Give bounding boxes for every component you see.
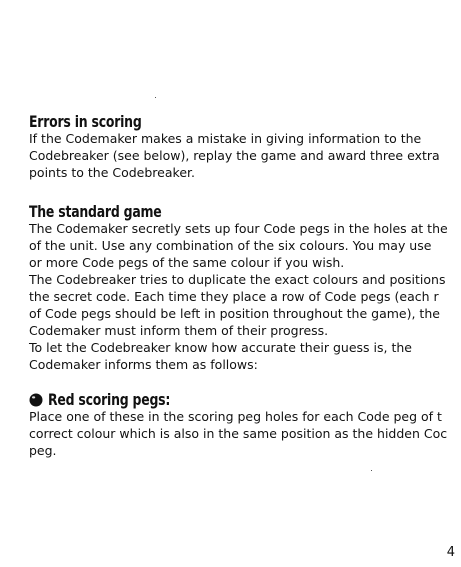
text-line: points to the Codebreaker. — [29, 165, 195, 180]
text-line: Codemaker informs them as follows: — [29, 357, 258, 372]
text-line: Codebreaker (see below), replay the game and award three extra — [29, 148, 440, 163]
text-line: peg. — [29, 443, 57, 458]
print-speck — [371, 470, 372, 471]
paragraph-errors-in-scoring — [29, 130, 440, 181]
text-line: the secret code. Each time they place a row of Code pegs (each r — [29, 289, 439, 304]
red-scoring-peg-icon — [29, 393, 43, 407]
heading-errors-in-scoring: Errors in scoring — [29, 112, 142, 131]
paragraph-red-scoring-pegs — [29, 408, 447, 459]
text-line: of Code pegs should be left in position throughout the game), the — [29, 306, 440, 321]
text-line: or more Code pegs of the same colour if you wish. — [29, 255, 345, 270]
text-line: correct colour which is also in the same position as the hidden Coc — [29, 426, 448, 441]
text-line: The Codemaker secretly sets up four Code pegs in the holes at the — [29, 221, 448, 236]
text-line: of the unit. Use any combination of the six colours. You may use — [29, 238, 432, 253]
text-line: If the Codemaker makes a mistake in giving information to the — [29, 131, 422, 146]
print-speck — [155, 97, 156, 98]
text-line: Place one of these in the scoring peg holes for each Code peg of t — [29, 409, 442, 424]
text-line: The Codebreaker tries to duplicate the exact colours and positions — [29, 272, 446, 287]
text-line: To let the Codebreaker know how accurate their guess is, the — [29, 340, 412, 355]
page-number: 4 — [446, 545, 455, 560]
paragraph-standard-game — [29, 220, 448, 373]
heading-standard-game: The standard game — [29, 202, 162, 221]
heading-red-scoring-pegs: Red scoring pegs: — [48, 390, 171, 409]
text-line: Codemaker must inform them of their progress. — [29, 323, 329, 338]
